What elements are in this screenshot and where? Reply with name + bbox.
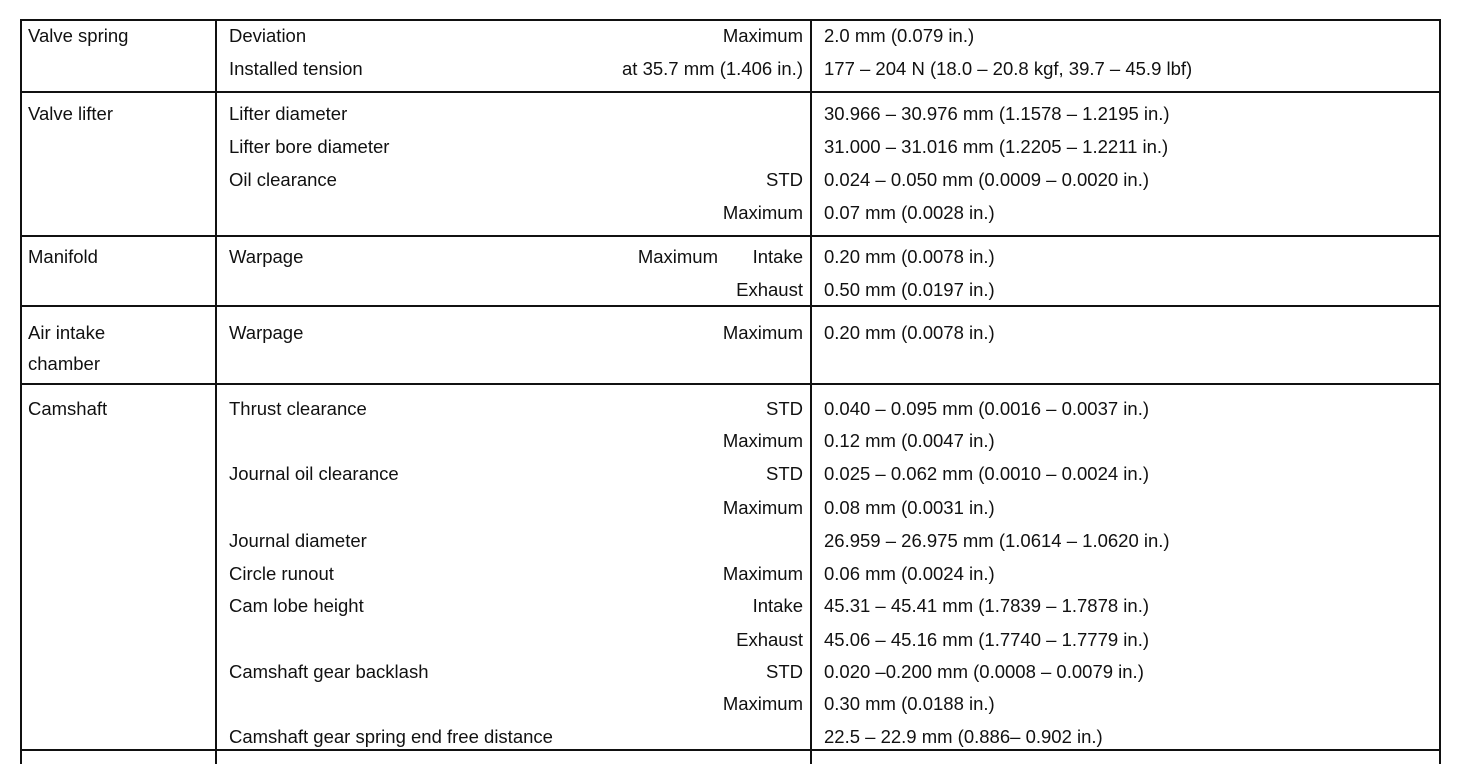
parameter-name: Warpage — [229, 322, 304, 343]
spec-value: 0.06 mm (0.0024 in.) — [824, 563, 995, 584]
condition: Maximum — [722, 497, 803, 518]
condition: Maximum — [722, 430, 803, 451]
parameter-name: Oil clearance — [229, 169, 337, 190]
condition: Exhaust — [736, 279, 803, 300]
parameter-name: Camshaft gear spring end free distance — [229, 726, 553, 747]
spec-value: 0.020 –0.200 mm (0.0008 – 0.0079 in.) — [824, 661, 1144, 682]
spec-value: 177 – 204 N (18.0 – 20.8 kgf, 39.7 – 45.9 lbf) — [824, 58, 1193, 79]
spec-value: 0.50 mm (0.0197 in.) — [824, 279, 995, 300]
spec-value: 0.12 mm (0.0047 in.) — [824, 430, 995, 451]
section-label: Manifold — [28, 246, 98, 267]
parameter-name: Circle runout — [229, 563, 334, 584]
parameter-name: Journal diameter — [229, 530, 367, 551]
row-divider — [20, 749, 1441, 751]
condition: Intake — [752, 595, 803, 616]
condition: at 35.7 mm (1.406 in.) — [622, 58, 803, 79]
spec-value: 2.0 mm (0.079 in.) — [824, 25, 975, 46]
condition-qualifier: Maximum — [637, 246, 718, 267]
condition: Maximum — [722, 563, 803, 584]
row-divider — [20, 235, 1441, 237]
spec-value: 0.30 mm (0.0188 in.) — [824, 693, 995, 714]
parameter-name: Deviation — [229, 25, 307, 46]
parameter-name: Warpage — [229, 246, 304, 267]
condition: Intake — [752, 246, 803, 267]
parameter-name: Installed tension — [229, 58, 363, 79]
column-divider — [215, 20, 217, 764]
row-divider — [20, 305, 1441, 307]
condition: Maximum — [722, 693, 803, 714]
section-label: Air intake — [28, 322, 106, 343]
spec-value: 30.966 – 30.976 mm (1.1578 – 1.2195 in.) — [824, 103, 1170, 124]
condition: STD — [766, 463, 803, 484]
spec-value: 45.31 – 45.41 mm (1.7839 – 1.7878 in.) — [824, 595, 1149, 616]
section-label: Valve lifter — [28, 103, 113, 124]
spec-value: 0.040 – 0.095 mm (0.0016 – 0.0037 in.) — [824, 398, 1149, 419]
condition: Maximum — [722, 25, 803, 46]
parameter-name: Journal oil clearance — [229, 463, 399, 484]
condition: STD — [766, 661, 803, 682]
parameter-name: Lifter bore diameter — [229, 136, 390, 157]
section-label: Valve spring — [28, 25, 129, 46]
row-divider — [20, 19, 1441, 21]
row-divider — [20, 91, 1441, 93]
row-divider — [20, 383, 1441, 385]
section-label: Camshaft — [28, 398, 108, 419]
spec-value: 0.20 mm (0.0078 in.) — [824, 246, 995, 267]
spec-value: 26.959 – 26.975 mm (1.0614 – 1.0620 in.) — [824, 530, 1170, 551]
condition: Exhaust — [736, 629, 803, 650]
spec-value: 45.06 – 45.16 mm (1.7740 – 1.7779 in.) — [824, 629, 1149, 650]
parameter-name: Cam lobe height — [229, 595, 364, 616]
column-divider — [1439, 20, 1441, 764]
spec-value: 0.08 mm (0.0031 in.) — [824, 497, 995, 518]
section-label: chamber — [28, 353, 100, 374]
parameter-name: Lifter diameter — [229, 103, 348, 124]
spec-value: 0.025 – 0.062 mm (0.0010 – 0.0024 in.) — [824, 463, 1149, 484]
parameter-name: Thrust clearance — [229, 398, 367, 419]
parameter-name: Camshaft gear backlash — [229, 661, 429, 682]
spec-value: 31.000 – 31.016 mm (1.2205 – 1.2211 in.) — [824, 136, 1169, 157]
spec-value: 0.024 – 0.050 mm (0.0009 – 0.0020 in.) — [824, 169, 1149, 190]
condition: Maximum — [722, 202, 803, 223]
spec-value: 0.20 mm (0.0078 in.) — [824, 322, 995, 343]
spec-value: 22.5 – 22.9 mm (0.886– 0.902 in.) — [824, 726, 1103, 747]
spec-value: 0.07 mm (0.0028 in.) — [824, 202, 995, 223]
condition: STD — [766, 398, 803, 419]
condition: Maximum — [722, 322, 803, 343]
condition: STD — [766, 169, 803, 190]
column-divider — [810, 20, 812, 764]
column-divider — [20, 20, 22, 764]
